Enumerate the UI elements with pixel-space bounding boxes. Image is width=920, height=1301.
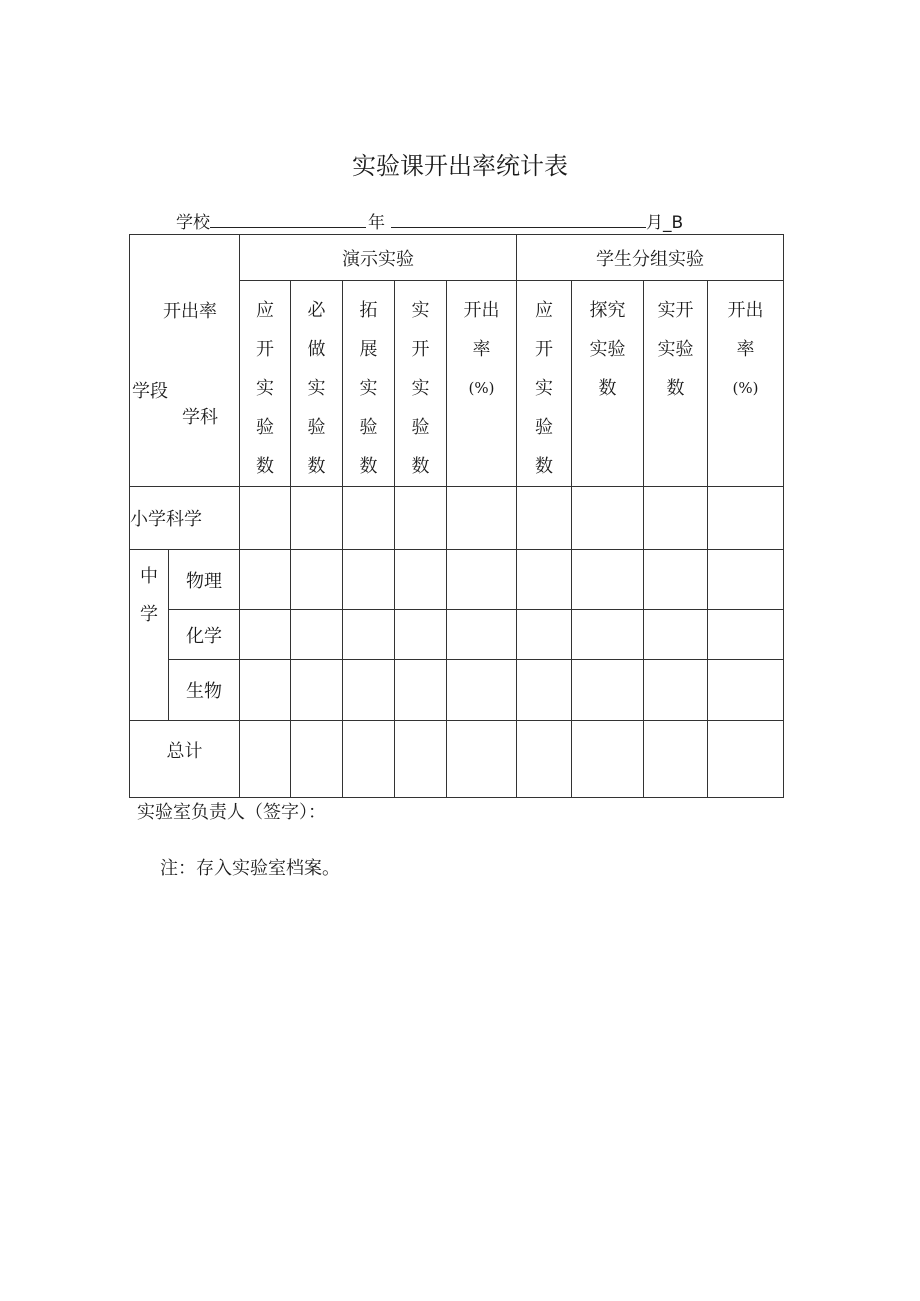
corner-rate: 开出率 [163, 301, 217, 322]
year-label: 年 [368, 213, 385, 233]
group-demo: 演示实验 [240, 235, 517, 281]
data-cell[interactable] [517, 721, 572, 798]
page-title: 实验课开出率统计表 [352, 152, 568, 180]
table-row [130, 721, 784, 798]
archive-note: 注：存入实验室档案。 [160, 858, 340, 879]
data-cell[interactable] [395, 660, 447, 721]
data-cell[interactable] [291, 487, 343, 550]
data-cell[interactable] [447, 487, 517, 550]
data-cell[interactable] [708, 487, 784, 550]
data-cell[interactable] [708, 550, 784, 610]
col-demo-extended: 拓 展 实 验 数 [343, 281, 395, 487]
data-cell[interactable] [343, 660, 395, 721]
col-student-explore: 探究 实验 数 [572, 281, 644, 487]
corner-subject: 学科 [182, 407, 218, 428]
data-cell[interactable] [343, 550, 395, 610]
data-cell[interactable] [395, 610, 447, 660]
col-demo-mandatory: 必 做 实 验 数 [291, 281, 343, 487]
data-cell[interactable] [572, 660, 644, 721]
row-label-physics: 物理 [169, 550, 240, 610]
data-cell[interactable] [572, 487, 644, 550]
data-cell[interactable] [572, 610, 644, 660]
data-cell[interactable] [644, 550, 708, 610]
data-cell[interactable] [343, 610, 395, 660]
year-blank[interactable] [391, 209, 646, 228]
table-row [130, 660, 784, 721]
data-cell[interactable] [343, 487, 395, 550]
data-cell[interactable] [517, 610, 572, 660]
row-label-chemistry: 化学 [169, 610, 240, 660]
col-student-rate: 开出 率 (%) [708, 281, 784, 487]
table-row [130, 610, 784, 660]
statistics-table [129, 234, 784, 798]
col-demo-actual: 实 开 实 验 数 [395, 281, 447, 487]
data-cell[interactable] [291, 550, 343, 610]
data-cell[interactable] [447, 660, 517, 721]
data-cell[interactable] [343, 721, 395, 798]
data-cell[interactable] [644, 660, 708, 721]
corner-stage: 学段 [132, 381, 168, 402]
data-cell[interactable] [240, 550, 291, 610]
data-cell[interactable] [708, 721, 784, 798]
row-label-primary-science: 小学科学 [130, 487, 240, 550]
data-cell[interactable] [517, 487, 572, 550]
month-day-label: 月_B [646, 213, 684, 233]
data-cell[interactable] [708, 610, 784, 660]
data-cell[interactable] [395, 487, 447, 550]
data-cell[interactable] [240, 721, 291, 798]
col-demo-rate: 开出 率 (%) [447, 281, 517, 487]
data-cell[interactable] [291, 610, 343, 660]
data-cell[interactable] [447, 721, 517, 798]
data-cell[interactable] [447, 610, 517, 660]
group-student: 学生分组实验 [517, 235, 784, 281]
data-cell[interactable] [291, 660, 343, 721]
data-cell[interactable] [572, 721, 644, 798]
data-cell[interactable] [395, 550, 447, 610]
signature-line: 实验室负责人（签字）： [137, 802, 326, 823]
table-row [130, 487, 784, 550]
data-cell[interactable] [291, 721, 343, 798]
data-cell[interactable] [240, 487, 291, 550]
col-student-actual: 实开 实验 数 [644, 281, 708, 487]
data-cell[interactable] [708, 660, 784, 721]
data-cell[interactable] [572, 550, 644, 610]
data-cell[interactable] [644, 487, 708, 550]
school-label: 学校 [176, 213, 210, 233]
school-blank[interactable] [210, 209, 366, 228]
data-cell[interactable] [644, 721, 708, 798]
col-student-required: 应 开 实 验 数 [517, 281, 572, 487]
data-cell[interactable] [517, 660, 572, 721]
data-cell[interactable] [240, 610, 291, 660]
table-row [130, 550, 784, 610]
data-cell[interactable] [240, 660, 291, 721]
data-cell[interactable] [517, 550, 572, 610]
row-label-middle-school: 中 学 [130, 550, 169, 721]
row-label-total: 总计 [130, 721, 240, 798]
data-cell[interactable] [395, 721, 447, 798]
header-line [176, 208, 683, 233]
col-demo-required: 应 开 实 验 数 [240, 281, 291, 487]
data-cell[interactable] [447, 550, 517, 610]
row-label-biology: 生物 [169, 660, 240, 721]
data-cell[interactable] [644, 610, 708, 660]
corner-header [130, 235, 240, 487]
